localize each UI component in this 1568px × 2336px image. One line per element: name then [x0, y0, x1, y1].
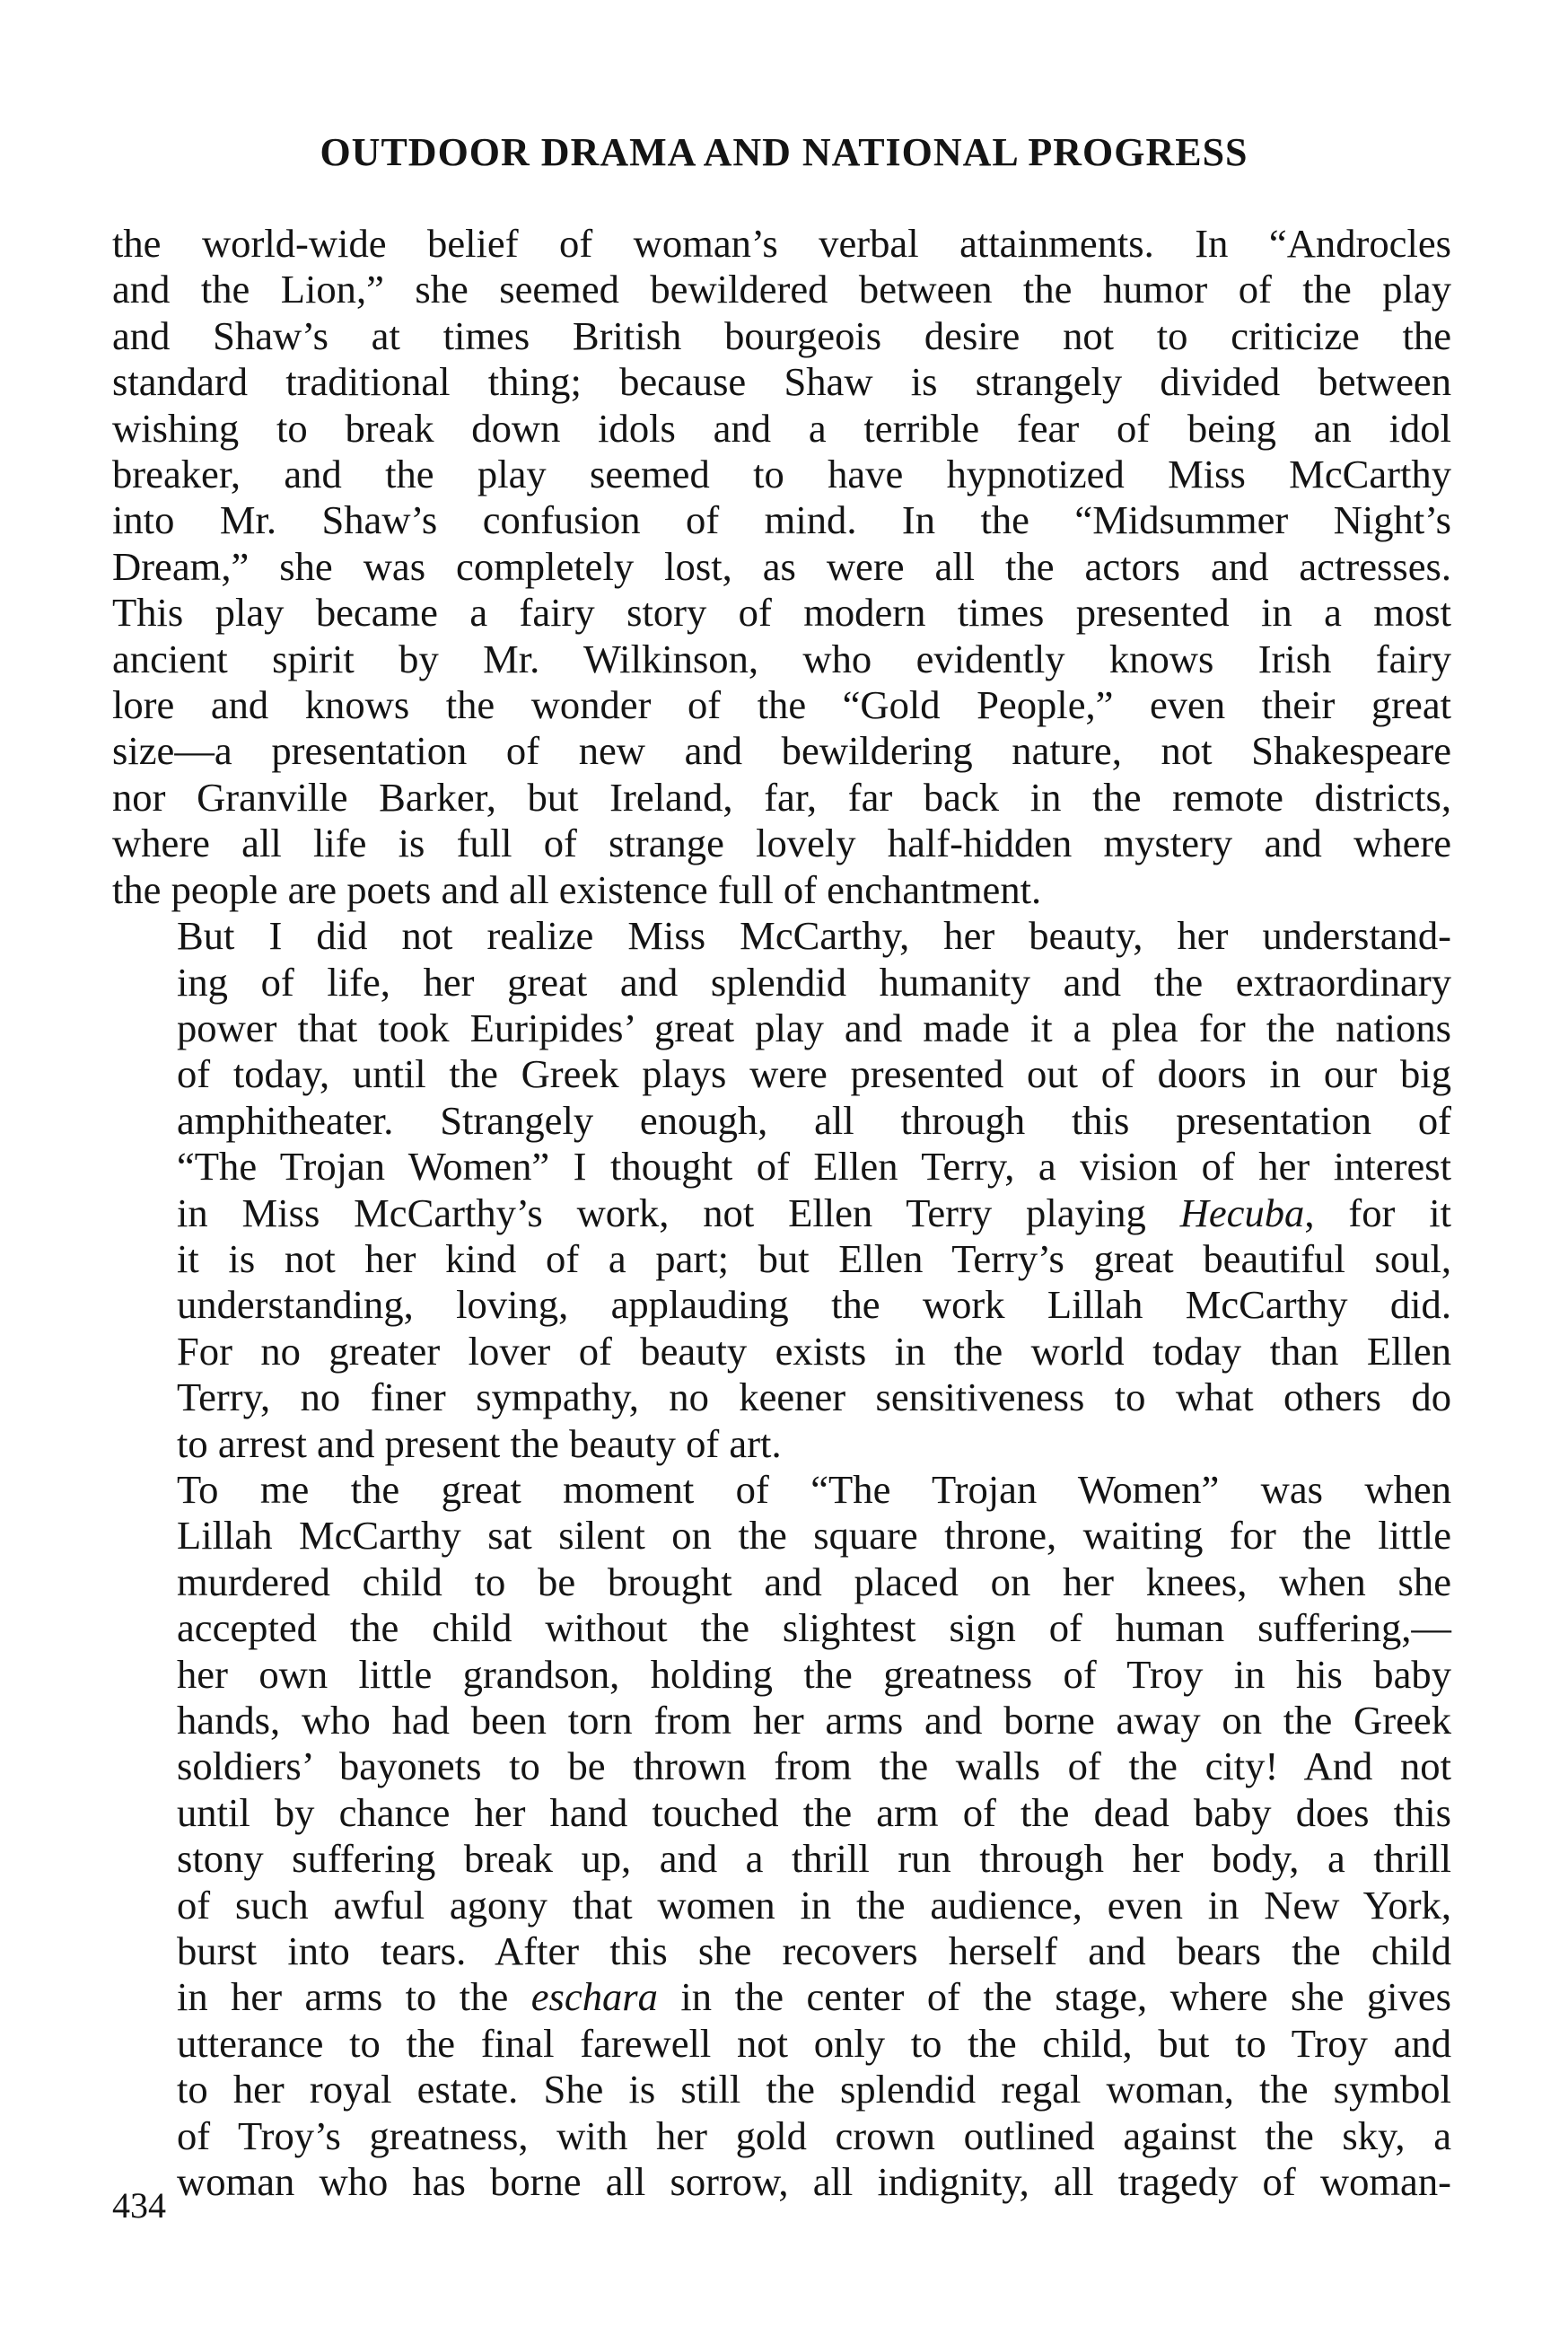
italic-term: eschara	[530, 1974, 658, 2020]
text-line: But I did not realize Miss McCarthy, her beauty, her understand-	[177, 913, 1451, 959]
text-line: amphitheater. Strangely enough, all through this presentation of	[177, 1097, 1451, 1143]
paragraph-1	[112, 221, 1451, 913]
text-line: nor Granville Barker, but Ireland, far, far back in the remote districts,	[112, 774, 1451, 820]
text-line: and Shaw’s at times British bourgeois desire not to criticize the	[112, 312, 1451, 358]
text-line: ing of life, her great and splendid humanity and the extraordinary	[177, 959, 1451, 1005]
paragraph-2	[112, 913, 1451, 1467]
text-line: This play became a fairy story of modern times presented in a most	[112, 590, 1451, 636]
text-line: and the Lion,” she seemed bewildered between the humor of the play	[112, 267, 1451, 312]
text-line: until by chance her hand touched the arm of the dead baby does this	[177, 1789, 1451, 1835]
text-line: of Troy’s greatness, with her gold crown outlined against the sky, a	[177, 2112, 1451, 2158]
text-line: ancient spirit by Mr. Wilkinson, who evidently knows Irish fairy	[112, 636, 1451, 681]
text-line: murdered child to be brought and placed on her knees, when she	[177, 1559, 1451, 1604]
text-line: lore and knows the wonder of the “Gold People,” even their great	[112, 682, 1451, 728]
text-line: hands, who had been torn from her arms and borne away on the Greek	[177, 1698, 1451, 1743]
text-segment: in the center of the stage, where she gives	[657, 1974, 1451, 2020]
text-line: where all life is full of strange lovely half-hidden mystery and where	[112, 821, 1451, 866]
italic-title: Hecuba	[1179, 1190, 1305, 1235]
text-line: power that took Euripides’ great play and made it a plea for the nations	[177, 1005, 1451, 1050]
text-line: utterance to the final farewell not only to the child, but to Troy and	[177, 2020, 1451, 2066]
text-segment: , for it	[1304, 1190, 1451, 1235]
text-line: Lillah McCarthy sat silent on the square throne, waiting for the little	[177, 1513, 1451, 1559]
text-line: her own little grandson, holding the greatness of Troy in his baby	[177, 1651, 1451, 1697]
text-line: to her royal estate. She is still the splendid regal woman, the symbol	[177, 2067, 1451, 2112]
text-line: standard traditional thing; because Shaw is strangely divided between	[112, 359, 1451, 405]
text-segment: in Miss McCarthy’s work, not Ellen Terry playing	[177, 1190, 1180, 1235]
text-line: it is not her kind of a part; but Ellen Terry’s great beautiful soul,	[177, 1235, 1451, 1281]
text-line: soldiers’ bayonets to be thrown from the walls of the city! And not	[177, 1743, 1451, 1789]
paragraph-3	[112, 1467, 1451, 2206]
text-line: For no greater lover of beauty exists in the world today than Ellen	[177, 1328, 1451, 1374]
text-line: stony suffering break up, and a thrill run through her body, a thrill	[177, 1836, 1451, 1882]
text-segment: in her arms to the	[177, 1974, 531, 2020]
text-line: Dream,” she was completely lost, as were all the actors and actresses.	[112, 543, 1451, 589]
text-line: accepted the child without the slightest sign of human suffering,—	[177, 1605, 1451, 1651]
text-line	[112, 1190, 1451, 1236]
text-line: of such awful agony that women in the audience, even in New York,	[177, 1882, 1451, 1928]
text-line: burst into tears. After this she recovers herself and bears the child	[177, 1928, 1451, 1974]
body-text	[112, 221, 1451, 2205]
text-line: the people are poets and all existence full of enchantment.	[112, 866, 1042, 912]
text-line: the world-wide belief of woman’s verbal attainments. In “Androcles	[112, 221, 1451, 266]
text-line: size—a presentation of new and bewildering nature, not Shakespeare	[112, 728, 1451, 774]
text-line: Terry, no finer sympathy, no keener sensitiveness to what others do	[177, 1374, 1451, 1420]
text-line: of today, until the Greek plays were presented out of doors in our big	[177, 1051, 1451, 1097]
text-line: into Mr. Shaw’s confusion of mind. In the “Midsummer Night’s	[112, 497, 1451, 543]
text-line	[112, 1974, 1451, 2020]
text-line: understanding, loving, applauding the work Lillah McCarthy did.	[177, 1282, 1451, 1328]
page-number: 434	[112, 2185, 166, 2226]
text-line: breaker, and the play seemed to have hypnotized Miss McCarthy	[112, 452, 1451, 497]
text-line: to arrest and present the beauty of art.	[177, 1420, 782, 1466]
text-line: “The Trojan Women” I thought of Ellen Terry, a vision of her interest	[177, 1144, 1451, 1190]
text-line: wishing to break down idols and a terrible fear of being an idol	[112, 405, 1451, 451]
running-head: OUTDOOR DRAMA AND NATIONAL PROGRESS	[320, 130, 1248, 174]
text-line: woman who has borne all sorrow, all indignity, all tragedy of woman-	[177, 2159, 1451, 2205]
text-line: To me the great moment of “The Trojan Women” was when	[177, 1466, 1451, 1512]
